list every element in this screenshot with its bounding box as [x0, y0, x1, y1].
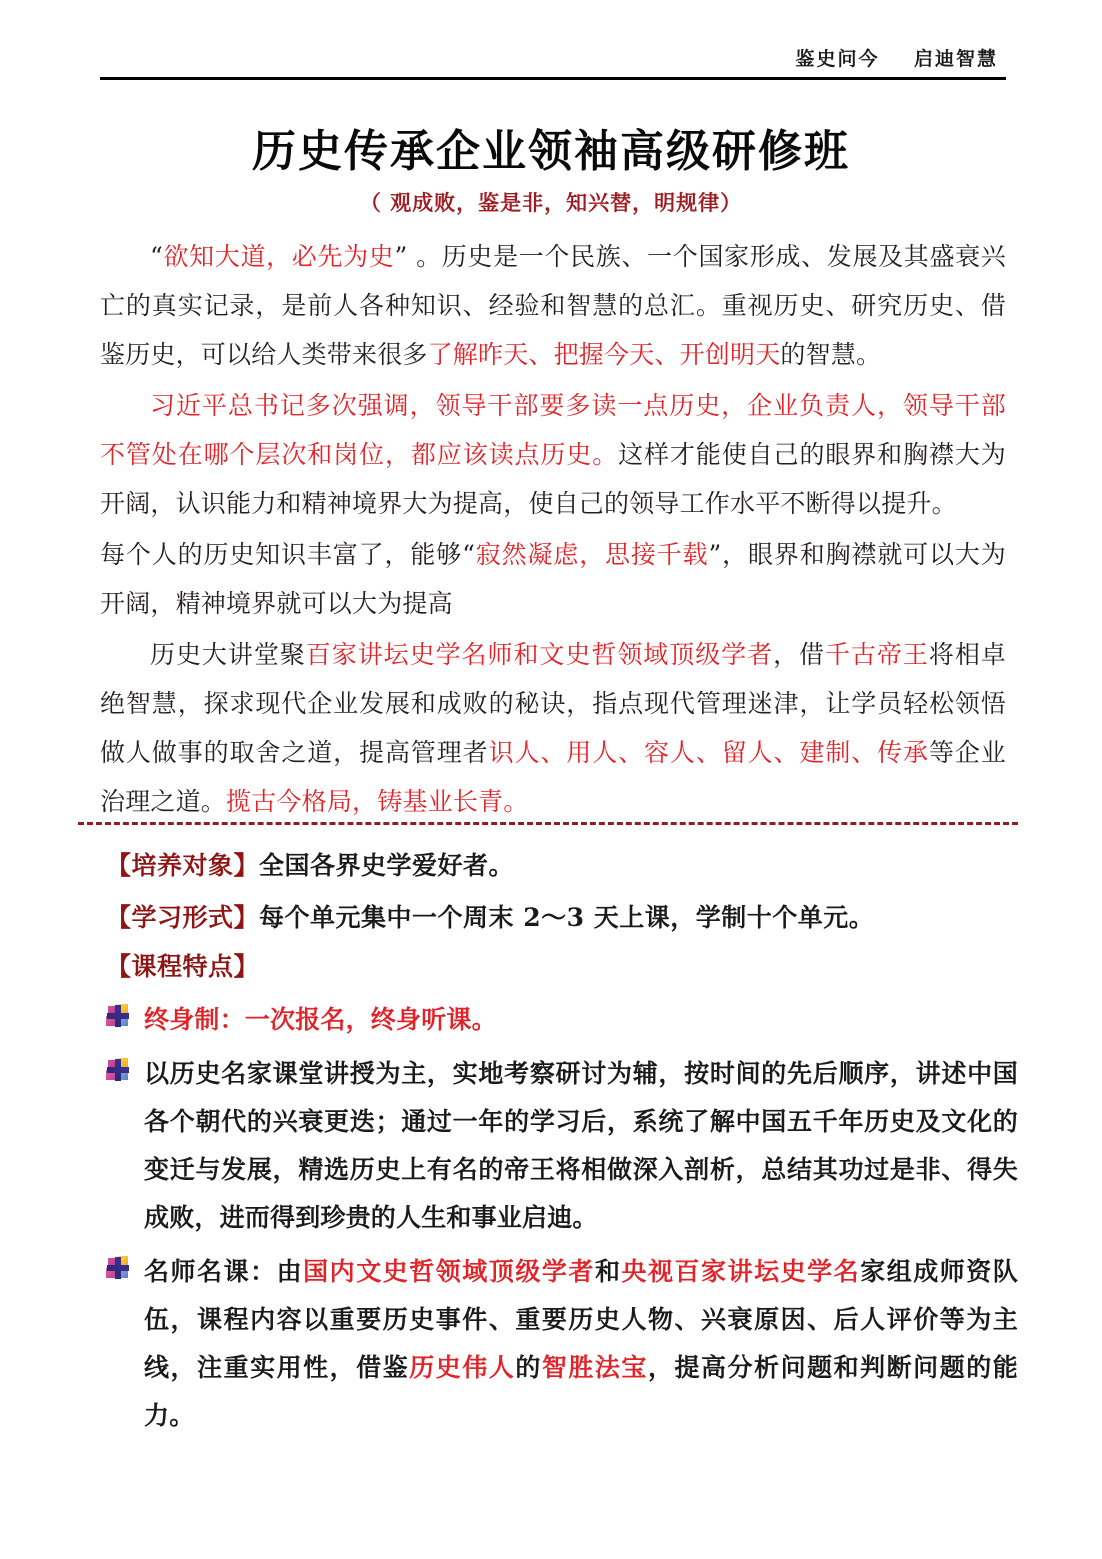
list-item-text-2: [144, 1050, 1018, 1242]
text-run: 国内文史哲领域顶级学者: [303, 1257, 595, 1286]
text-run: 这样才能使自己的眼界和胸襟大为开阔，认识能力和精神境界大为提高，使自己的领导工作水平不断得以提升。: [100, 440, 1006, 518]
text-run: 每个人的历史知识丰富了，能够“: [100, 540, 476, 569]
list-item: [106, 996, 1018, 1044]
list-item-text-1: [144, 996, 1018, 1044]
text-run: 揽古今格局，铸基业长青。: [226, 787, 529, 816]
text-run: 央视百家讲坛史学名: [621, 1257, 861, 1286]
list-item-text-3: [144, 1248, 1018, 1440]
text-run: 家组成师资队伍，课程内容以重要历史事件、重要历史人物、兴衰原因、后人评价等为主线，注重实用性，借鉴: [144, 1257, 1019, 1382]
text-run: 名师名课：由: [144, 1257, 304, 1286]
text-run: 寂然凝虑，思接千载: [475, 540, 709, 569]
text-run: 欲知大道，必先为史: [162, 242, 395, 271]
info-label-format: 【学习形式】: [106, 903, 260, 932]
text-run: 历史伟人: [409, 1353, 516, 1382]
text-run: 智胜法宝: [541, 1353, 648, 1382]
info-label-target: 【培养对象】: [106, 851, 260, 880]
cross-bullet-icon: [106, 1058, 130, 1082]
text-run: ” 。历史是一个民族、一个国家形成、发展及其盛衰兴亡的真实记录，是前人各种知识、经验和智慧的总汇。重视历史、研究历史、借鉴历史，可以给人类带来很多: [100, 242, 1006, 369]
list-item: [106, 1248, 1018, 1440]
text-run: 了解昨天、把握今天、开创明天: [427, 340, 781, 369]
paragraph-1: [100, 232, 1006, 379]
cross-bullet-icon: [106, 1256, 130, 1280]
dashed-divider: [78, 822, 1018, 825]
text-run: ，借: [773, 640, 826, 669]
paragraph-3: [100, 530, 1006, 628]
info-value-format: 每个单元集中一个周末 2～3 天上课，学制十个单元。: [259, 903, 875, 932]
header-slogan: 鉴史问今 启迪智慧: [795, 48, 998, 70]
paragraph-2: [100, 381, 1006, 528]
info-line-format: [106, 892, 1012, 944]
text-run: 以历史名家课堂讲授为主，实地考察研讨为辅，按时间的先后顺序，讲述中国各个朝代的兴衰更迭；通过一年的学习后，系统了解中国五千年历史及文化的变迁与发展，精选历史上有名的帝王将相做深入剖析，总结其功过是非、得失成败，进而得到珍贵的人生和事业启迪。: [144, 1059, 1018, 1232]
text-run: ，提高分析问题和判断问题的能力。: [144, 1353, 1018, 1430]
text-run: ”，眼界和胸襟就可以大为开阔，精神境界就可以大为提高: [100, 540, 1006, 618]
page-header: [100, 44, 1006, 80]
text-run: 的: [515, 1353, 542, 1382]
text-run: 等企业治理之道。: [100, 738, 1006, 816]
info-value-target: 全国各界史学爱好者。: [259, 851, 515, 880]
feature-bullet-list: [106, 996, 1018, 1446]
text-run: “: [150, 242, 163, 271]
page-title: 历史传承企业领袖高级研修班: [252, 126, 850, 177]
feature-heading: 【课程特点】: [106, 952, 260, 981]
text-run: 终身制：一次报名，终身听课。: [144, 1005, 497, 1034]
list-item: [106, 1050, 1018, 1242]
text-run: 识人、用人、容人、留人、建制、传承: [488, 738, 929, 767]
text-run: 和: [594, 1257, 622, 1286]
info-line-target: [106, 840, 1012, 892]
text-run: 的智慧。: [780, 340, 882, 369]
text-run: 百家讲坛史学名师和文史哲领域顶级学者: [305, 640, 774, 669]
text-run: 将相卓绝智慧，探求现代企业发展和成败的秘诀，指点现代管理迷津，让学员轻松领悟做人做事的取舍之道，提高管理者: [100, 640, 1007, 767]
text-run: 千古帝王: [825, 640, 929, 669]
text-run: 习近平总书记多次强调，领导干部要多读一点历史，企业负责人，领导干部不管处在哪个层次和岗位，都应该读点历史。: [100, 391, 1006, 469]
title-block: [0, 126, 1102, 217]
text-run: 历史大讲堂聚: [150, 640, 306, 669]
body-paragraphs: [100, 232, 1006, 828]
cross-bullet-icon: [106, 1004, 130, 1028]
page-subtitle: （ 观成败，鉴是非，知兴替，明规律）: [359, 189, 743, 215]
paragraph-4: [100, 630, 1006, 826]
info-section: [106, 840, 1012, 990]
header-rule: [100, 77, 1006, 80]
